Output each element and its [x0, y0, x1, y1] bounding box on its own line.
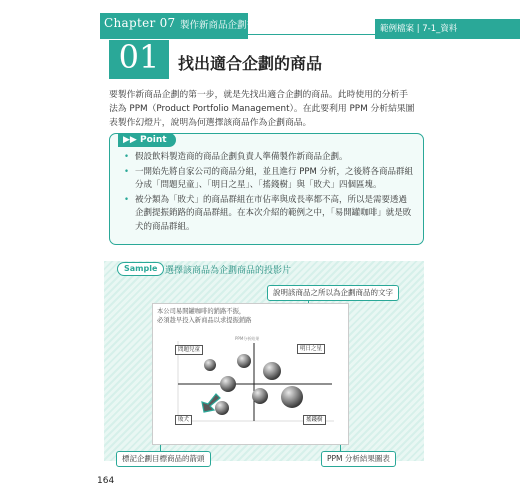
quadrant-label-star: 明日之星: [297, 344, 325, 354]
chapter-label: Chapter 07: [104, 16, 176, 30]
bullet-icon: •: [124, 194, 130, 205]
callout-chart: PPM 分析結果圖表: [321, 451, 396, 467]
point-item-text: 假設飲料製造商的商品企劃負責人準備製作新商品企劃。: [135, 152, 348, 162]
sample-badge: Sample: [117, 262, 164, 276]
section-title: 找出適合企劃的商品: [178, 54, 323, 73]
callout-slide-text: 說明該商品之所以為企劃商品的文字: [267, 285, 399, 301]
list-item: [124, 194, 414, 235]
bullet-icon: •: [124, 166, 130, 177]
intro-paragraph: 要製作新商品企劃的第一步，就是先找出適合企劃的商品。此時使用的分析手法為 PPM（Product Portfolio Management）。在此要利用 PPM 分析結果圖表製作幻燈片，說明為何選擇該商品作為企劃商品。: [109, 90, 415, 128]
sample-title: 選擇該商品為企劃商品的投影片: [165, 266, 292, 276]
list-item: [124, 166, 414, 193]
chart-title: PPM分析結果: [235, 336, 260, 341]
quadrant-label-cow: 搖錢樹: [303, 415, 326, 425]
product-bubble: [252, 388, 268, 404]
point-list: [124, 151, 414, 235]
target-arrow-icon: [200, 390, 224, 414]
point-badge: [118, 133, 176, 147]
slide-text: [157, 307, 251, 325]
point-item-text: 被分類為「敗犬」的商品群組在市佔率與成長率都不高，所以是需要透過企劃提振銷路的商品群組。在本次介紹的範例之中，「易開罐咖啡」就是敗犬的商品群組。: [135, 194, 412, 232]
callout-target-arrow: 標記企劃目標商品的箭頭: [116, 451, 211, 467]
bullet-icon: •: [124, 152, 130, 162]
list-item: [124, 151, 414, 165]
product-bubble: [237, 354, 251, 368]
point-badge-label: Point: [139, 135, 167, 145]
product-bubble: [281, 386, 303, 408]
quadrant-label-dog: 敗犬: [175, 415, 192, 425]
point-item-text: 一開始先將自家公司的商品分組，並且進行 PPM 分析，之後將各商品群組分成「問題兒童」、「明日之星」、「搖錢樹」與「敗犬」四個區塊。: [135, 166, 413, 190]
quadrant-label-question: 問題兒童: [175, 345, 203, 355]
sample-file-label: 範例檔案 | 7-1_資料: [380, 24, 458, 34]
product-bubble: [204, 359, 216, 371]
chapter-title: 製作新商品企劃書: [180, 20, 257, 31]
product-bubble: [263, 362, 281, 380]
chevron-right-icon: ▶▶: [123, 135, 140, 145]
header-rule: [248, 34, 375, 35]
slide-text-line: 本公司易開罐咖啡的銷路不振，: [157, 308, 246, 315]
slide-text-line: 必須趁早投入新商品以求提振銷路: [157, 317, 252, 324]
page-number: 164: [97, 476, 115, 486]
section-number: 01: [118, 38, 160, 76]
